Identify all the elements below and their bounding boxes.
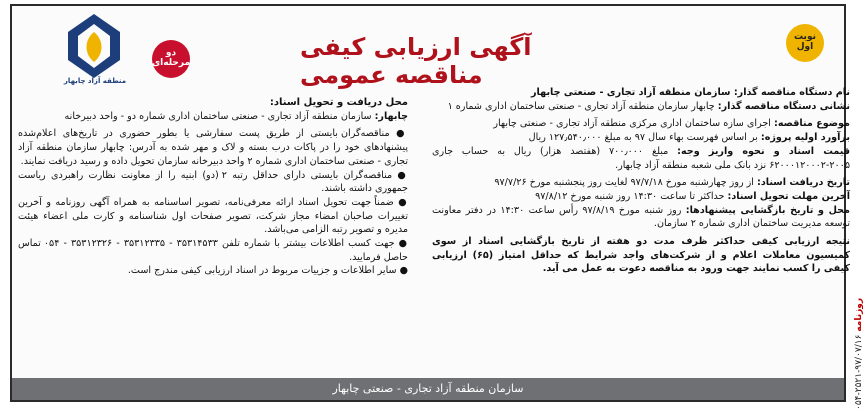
right-column: نام دستگاه مناقصه گذار: سازمان منطقه آزاد تجاری - صنعتی چابهار نشانی دستگاه مناقصه گذار: چابهار سازمان منطقه آزاد تجاری - صنعتی ساختمان اداری شماره ۱ موضوع مناقصه: اجرای سازه ساختمان اداری مرکزی منطقه آزاد تجاری - صنعتی چابهار برآورد اولیه پروژه: بر اساس فهرست بهاء سال ۹۷ به مبلغ ۱۲۷٫۵۴۰٫۰۰۰ ریال قیمت اسناد و نحوه واریز وجه: مبلغ ۷۰۰٫۰۰۰ (هفتصد هزار) ریال به حساب جاری ۲۰۰۵-۶۲۰۰۰۱۲۰۰۰۲ نزد بانک ملی شعبه منطقه آزاد چابهار. تاریخ دریافت اسناد: از روز چهارشنبه مورخ ۹۷/۷/۱۸ لغایت روز پنجشنبه مورخ ۹۷/۷/۲۶ آخرین مهلت تحویل اسناد: حداکثر تا ساعت ۱۴:۳۰ روز شنبه مورخ ۹۷/۸/۱۲ محل و تاریخ بازگشایی پیشنهادها: روز شنبه مورخ ۹۷/۸/۱۹ رأس ساعت ۱۴:۳۰ در دفتر معاونت توسعه مدیریت ساختمان اداری شماره ۲ سازمان. نتیجه ارزیابی کیفی حداکثر ظرف مدت دو هفته از تاریخ بازگشایی اسناد از سوی کمیسیون معاملات اعلام و از شرکت‌های واجد شرایط که حداقل امتیاز (۶۵) ارزیابی کیفی را کسب نمایند جهت ورود به مناقصه دعوت به عمل می آید. [432, 87, 850, 275]
nobat-badge: نوبت اول [786, 24, 824, 62]
page-title: آگهی ارزیابی کیفی مناقصه عمومی [300, 33, 532, 89]
two-stage-badge: دو مرحله‌ای [152, 40, 190, 78]
note-5: سایر اطلاعات و جزییات مربوط در اسناد ارزیابی کیفی مندرج است. [127, 265, 397, 277]
evaluation-note: نتیجه ارزیابی کیفی حداکثر ظرف مدت دو هفته از تاریخ بازگشایی اسناد از سوی کمیسیون معاملات اعلام و از شرکت‌های واجد شرایط که حداقل امتیاز (۶۵) ارزیابی کیفی را کسب نمایند جهت ورود به مناقصه دعوت به عمل می آید. [432, 236, 850, 275]
note-3: ضمناً جهت تحویل اسناد ارائه معرفی‌نامه، تصویر اساسنامه به همراه آگهی روزنامه و آخرین تغییرات صاحبان امضاء مجاز شرکت، تصویر صفحات اول شناسنامه و کارت ملی اعضاء هیئت مدیره و تصویر رتبه الزامی می‌باشد. [18, 196, 408, 236]
side-caption: روزنامه ۹۷/۰۷/۱۶-۲۵۲۱-۰۵۴ [854, 297, 864, 410]
delivery-heading: محل دریافت و تحویل اسناد: [269, 97, 408, 108]
left-column: محل دریافت و تحویل اسناد: چابهار: سازمان منطقه آزاد تجاری - صنعتی ساختمان اداری شماره دو - واحد دبیرخانه ● مناقصه‌گران بایستی از طریق پست سفارشی یا بطور حضوری در تاریخ‌های اعلام‌شده پیشنهادهای خود را در پاکات درب بسته و لاک و مهر شده به آدرس: چابهار سازمان منطقه آزاد تجاری - صنعتی ساختمان اداری شماره ۲ واحد دبیرخانه سازمان تحویل داده و رسید دریافت نمایند. ● مناقصه‌گران بایستی دارای حداقل رتبه ۲ (دو) ابنیه را از معاونت نظارت راهبردی ریاست جمهوری داشته باشند. ● ضمناً جهت تحویل اسناد ارائه معرفی‌نامه، تصویر اساسنامه به همراه آگهی روزنامه و آخرین تغییرات صاحبان امضاء مجاز شرکت، تصویر صفحات اول شناسنامه و کارت ملی اعضاء هیئت مدیره و تصویر رتبه الزامی می‌باشد. ● جهت کسب اطلاعات بیشتر با شماره تلفن ۳۵۳۱۴۵۳۳ - ۳۵۳۱۲۳۳۵ - ۳۵۳۱۲۳۲۶ - ۰۵۴ تماس حاصل فرمایید. ● سایر اطلاعات و جزییات مربوط در اسناد ارزیابی کیفی مندرج است. [18, 97, 409, 277]
note-4: جهت کسب اطلاعات بیشتر با شماره تلفن ۳۵۳۱۴۵۳۳ - ۳۵۳۱۲۳۳۵ - ۳۵۳۱۲۳۲۶ - ۰۵۴ تماس حاصل فرمایید. [18, 238, 408, 263]
logo-caption: منطقه آزاد چابهار [63, 77, 127, 85]
note-2: مناقصه‌گران بایستی دارای حداقل رتبه ۲ (دو) ابنیه را از معاونت نظارت راهبردی ریاست جمهوری داشته باشند. [18, 169, 408, 195]
footer-banner: سازمان منطقه آزاد تجاری - صنعتی چابهار [12, 378, 844, 400]
note-1: مناقصه‌گران بایستی از طریق پست سفارشی یا بطور حضوری در تاریخ‌های اعلام‌شده پیشنهادهای خود را در پاکات درب بسته و لاک و مهر شده به آدرس: چابهار سازمان منطقه آزاد تجاری - صنعتی ساختمان اداری شماره ۲ واحد دبیرخانه سازمان تحویل داده و رسید دریافت نمایند. [18, 128, 408, 167]
